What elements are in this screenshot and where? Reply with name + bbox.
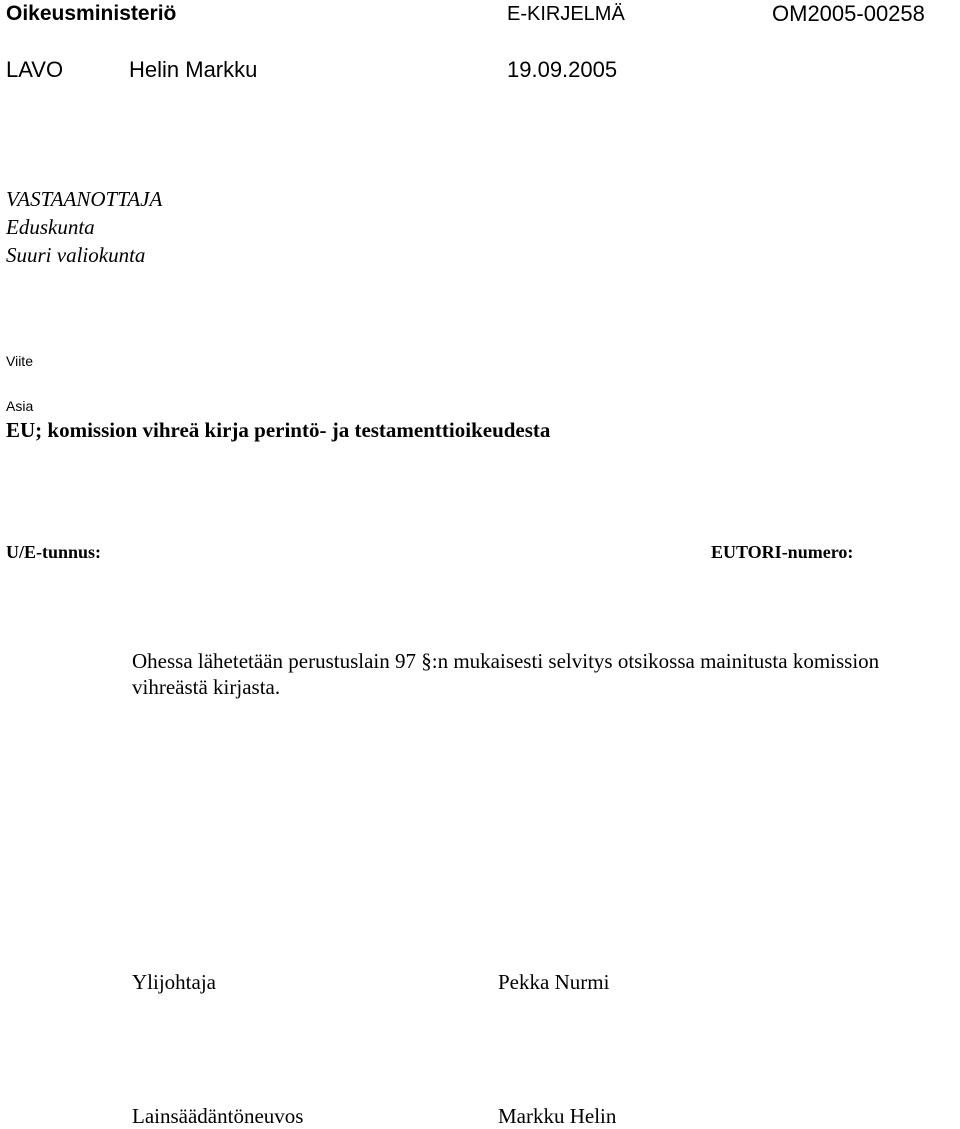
signature-title: Lainsäädäntöneuvos bbox=[132, 1104, 304, 1128]
reference-label: Viite bbox=[6, 353, 33, 369]
author-name: Helin Markku bbox=[129, 57, 258, 82]
ministry-name: Oikeusministeriö bbox=[6, 2, 177, 25]
signature-title: Ylijohtaja bbox=[132, 970, 216, 994]
recipient-committee: Suuri valiokunta bbox=[6, 243, 146, 267]
signature-name: Markku Helin bbox=[498, 1104, 617, 1128]
unit-code: LAVO bbox=[6, 57, 64, 82]
document-type: E-KIRJELMÄ bbox=[507, 3, 625, 25]
eutori-number-label: EUTORI-numero: bbox=[711, 542, 854, 562]
subject-text: EU; komission vihreä kirja perintö- ja testamenttioikeudesta bbox=[6, 418, 551, 442]
recipient-organization: Eduskunta bbox=[6, 215, 95, 239]
body-paragraph: Ohessa lähetetään perustuslain 97 §:n mukaisesti selvitys otsikossa mainitusta komission vihreästä kirjasta. bbox=[132, 649, 880, 699]
document-number: OM2005-00258 bbox=[772, 1, 925, 26]
recipient-label: VASTAANOTTAJA bbox=[6, 187, 163, 211]
subject-label: Asia bbox=[6, 398, 34, 414]
ue-identifier-label: U/E-tunnus: bbox=[6, 542, 102, 562]
signature-name: Pekka Nurmi bbox=[498, 970, 610, 994]
document-date: 19.09.2005 bbox=[507, 57, 618, 82]
